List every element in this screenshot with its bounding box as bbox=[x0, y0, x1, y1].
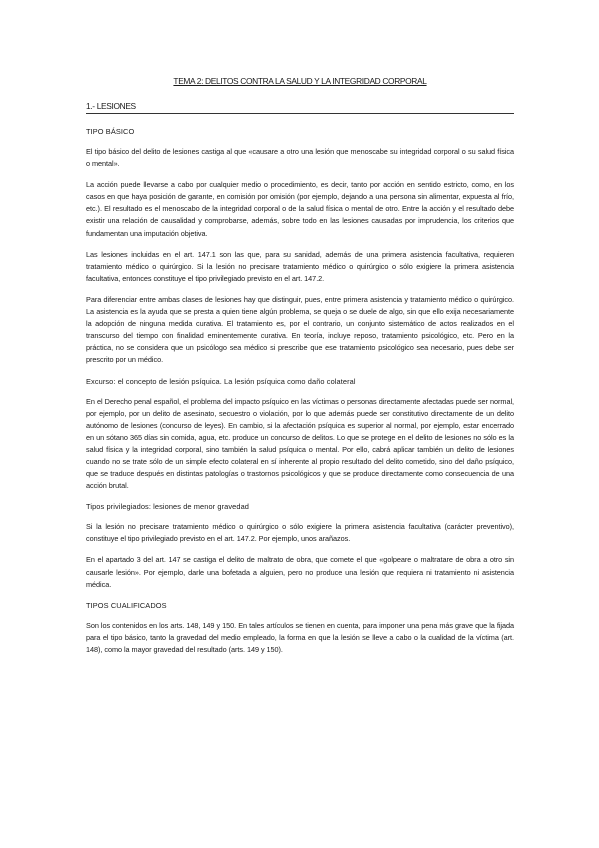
paragraph: En el apartado 3 del art. 147 se castiga el delito de maltrato de obra, que comete el que «golpeare o maltratare de obra a otro sin causarle lesión». Por ejemplo, darle una bofetada a alguien, pero no produce una lesión que requiera ni tratamiento ni asistencia médica. bbox=[86, 555, 514, 589]
subheading-tipo-basico: TIPO BÁSICO bbox=[86, 127, 135, 136]
subheading-excurso: Excurso: el concepto de lesión psíquica. La lesión psíquica como daño colateral bbox=[86, 376, 356, 386]
subheading-tipos-cualificados: TIPOS CUALIFICADOS bbox=[86, 600, 167, 610]
paragraph: Son los contenidos en los arts. 148, 149 y 150. En tales artículos se tienen en cuenta, para imponer una pena más grave que la fijada para el tipo básico, tanto la gravedad del medio empleado, la forma en que la lesión se lleve a cabo o la cualidad de la víctima (art. 148), como la mayor gravedad del resultado (arts. 149 y 150). bbox=[86, 620, 514, 654]
document-title: TEMA 2: DELITOS CONTRA LA SALUD Y LA INTEGRIDAD CORPORAL bbox=[173, 76, 427, 86]
paragraph: La acción puede llevarse a cabo por cualquier medio o procedimiento, es decir, tanto por acción en sentido estricto, como, en los casos en que haya posición de garante, en comisión por omisión (por ejemplo, dejando a una persona sin alimentar, expuesta al frío, etc.). El resultado es el menoscabo de la integridad corporal o de la salud física o mental de otro. Entre la acción y el resultado debe existir una relación de causalidad y comprobarse, además, sobre todo en las lesiones causadas por imprudencia, los criterios que fundamentan una imputación objetiva. bbox=[86, 180, 514, 238]
paragraph: Las lesiones incluidas en el art. 147.1 son las que, para su sanidad, además de una primera asistencia facultativa, requieren tratamiento médico o quirúrgico. Si la lesión no precisare tratamiento médico o quirúrgico o sólo exigiere la primera asistencia facultativa, entonces constituye el tipo privilegiado previsto en el art. 147.2. bbox=[86, 249, 514, 283]
section-heading: 1.- LESIONES bbox=[86, 101, 514, 114]
subheading-tipos-privilegiados: Tipos privilegiados: lesiones de menor gravedad bbox=[86, 502, 250, 512]
document-content bbox=[86, 75, 514, 664]
paragraph: En el Derecho penal español, el problema del impacto psíquico en las víctimas o personas directamente afectadas puede ser normal, por ejemplo, por un delito de asesinato, secuestro o violación, por lo que además puede ser constitutivo directamente de un delito autónomo de lesiones (concurso de leyes). En cambio, si la afectación psíquica es superior al normal, por ejemplo, estar encerrado en un sótano 365 días sin comida, agua, etc. produce un concurso de delitos. Lo que se protege en el delito de lesiones no sólo es la salud física y la integridad corporal, sino también la salud psíquica o mental. Por ello, cabrá aplicar también un delito de lesiones cuando no se trate sólo de un simple efecto colateral en sí inherente al propio resultado del delito cometido, sino del daño psíquico, que se traduce después en distintas patologías o trastornos psicológicos y que se produce directamente como consecuencia de una acción brutal. bbox=[86, 396, 514, 491]
paragraph: Si la lesión no precisare tratamiento médico o quirúrgico o sólo exigiere la primera asistencia facultativa (carácter preventivo), constituye el tipo privilegiado previsto en el art. 147.2. Por ejemplo, unos arañazos. bbox=[86, 522, 514, 544]
paragraph: Para diferenciar entre ambas clases de lesiones hay que distinguir, pues, entre primera asistencia y tratamiento médico o quirúrgico. La asistencia es la ayuda que se presta a quien tiene algún problema, se queja o se duele de algo, sin que ello exija necesariamente la adopción de ninguna medida curativa. El tratamiento es, por el contrario, un conjunto sistemático de actos realizados en el transcurso del tiempo con finalidad eminentemente curativa. En teoría, incluye reposo, tratamiento psicológico, etc. Pero en la práctica, no se considera que un psicólogo sea médico si prescribe que ese tratamiento psicológico sea necesario, pues debe ser prescrito por un médico. bbox=[86, 294, 514, 365]
paragraph: El tipo básico del delito de lesiones castiga al que «causare a otro una lesión que menoscabe su integridad corporal o su salud física o mental». bbox=[86, 147, 514, 169]
